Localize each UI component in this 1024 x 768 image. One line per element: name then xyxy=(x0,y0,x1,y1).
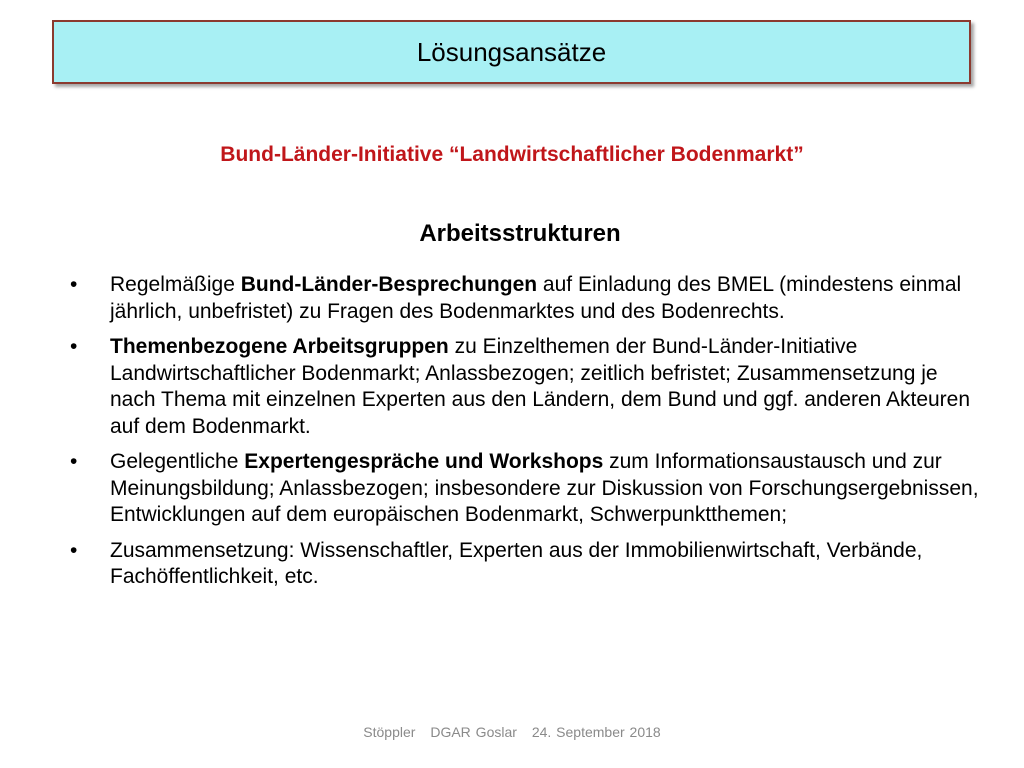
bullet-text-pre: Gelegentliche xyxy=(110,450,245,473)
bullet-dot-icon: • xyxy=(70,450,78,473)
bullet-list xyxy=(70,272,985,600)
bullet-text-post: zu Einzelthemen der Bund-Länder-Initiative Landwirtschaftlicher Bodenmarkt; Anlassbezogen; zeitlich befristet; Zusammensetzung je nach Thema mit einzelnen Experten aus den Ländern, dem Bund und ggf. anderen Akteuren auf dem Bodenmarkt. xyxy=(110,335,971,438)
bullet-text-post: zum Informationsaustausch und zur Meinungsbildung; Anlassbezogen; insbesondere zur Diskussion von Forschungsergebnissen, Entwicklungen auf dem europäischen Bodenmarkt, Schwerpunktthemen; xyxy=(110,450,979,526)
bullet-dot-icon: • xyxy=(70,335,78,358)
bullet-text-post: auf Einladung des BMEL (mindestens einmal jährlich, unbefristet) zu Fragen des Bodenmarktes und des Bodenrechts. xyxy=(110,273,962,323)
bullet-dot-icon: • xyxy=(70,273,78,296)
slide-subtitle: Bund-Länder-Initiative “Landwirtschaftlicher Bodenmarkt” xyxy=(220,143,804,166)
footer-date: 24. September 2018 xyxy=(531,724,661,740)
bullet-text-pre: Regelmäßige xyxy=(110,273,241,296)
bullet-item xyxy=(70,449,985,529)
bullet-text-pre: Zusammensetzung: Wissenschaftler, Experten aus der Immobilienwirtschaft, Verbände, Fachöffentlichkeit, etc. xyxy=(110,538,923,588)
bullet-text-bold: Themenbezogene Arbeitsgruppen xyxy=(110,335,449,358)
slide-title: Lösungsansätze xyxy=(416,36,607,67)
bullet-item xyxy=(70,538,985,591)
slide-title-box xyxy=(52,20,971,84)
bullet-item xyxy=(70,334,985,440)
bullet-dot-icon: • xyxy=(70,538,78,562)
bullet-text-bold: Bund-Länder-Besprechungen xyxy=(240,273,538,296)
bullet-text-bold: Expertengespräche und Workshops xyxy=(244,450,604,473)
slide-footer xyxy=(0,724,1024,740)
bullet-item xyxy=(70,272,985,325)
section-heading: Arbeitsstrukturen xyxy=(419,220,621,247)
footer-event: DGAR Goslar xyxy=(430,724,517,740)
footer-author: Stöppler xyxy=(363,724,416,740)
